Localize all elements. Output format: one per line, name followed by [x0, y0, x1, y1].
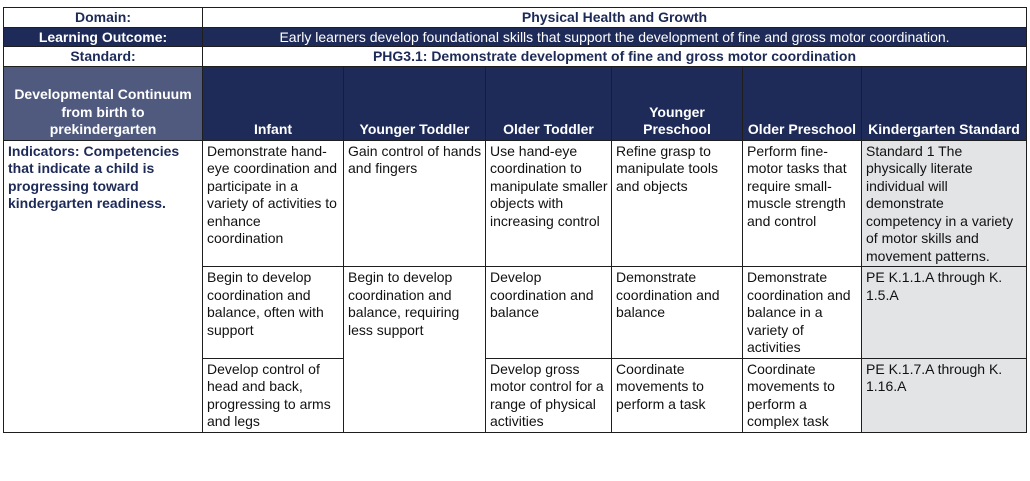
cell-infant: Develop control of head and back, progressing to arms and legs [203, 358, 344, 432]
column-header-infant: Infant [203, 66, 344, 140]
column-header-older-toddler: Older Toddler [486, 66, 612, 140]
cell-kindergarten-standard: PE K.1.1.A through K. 1.5.A [862, 267, 1027, 359]
cell-kindergarten-standard: Standard 1 The physically literate individual will demonstrate competency in a variety of motor skills and movement patterns. [862, 140, 1027, 267]
standards-table-container [3, 7, 1026, 433]
cell-infant: Begin to develop coordination and balance, often with support [203, 267, 344, 359]
column-header-older-preschool: Older Preschool [743, 66, 862, 140]
standard-row [4, 47, 1027, 67]
cell-infant: Demonstrate hand-eye coordination and participate in a variety of activities to enhance coordination [203, 140, 344, 267]
cell-older-preschool: Coordinate movements to perform a complex task [743, 358, 862, 432]
table-row [4, 140, 1027, 267]
indicators-label: Indicators: Competencies that indicate a child is progressing toward kindergarten readiness. [4, 140, 203, 432]
domain-value: Physical Health and Growth [203, 8, 1027, 28]
column-header-younger-preschool: Younger Preschool [612, 66, 743, 140]
cell-older-toddler: Develop gross motor control for a range of physical activities [486, 358, 612, 432]
cell-kindergarten-standard: PE K.1.7.A through K. 1.16.A [862, 358, 1027, 432]
column-header-kindergarten-standard: Kindergarten Standard [862, 66, 1027, 140]
cell-older-preschool: Demonstrate coordination and balance in a variety of activities [743, 267, 862, 359]
column-header-younger-toddler: Younger Toddler [344, 66, 486, 140]
cell-younger-toddler: Begin to develop coordination and balance, requiring less support [344, 267, 486, 433]
standard-value: PHG3.1: Demonstrate development of fine and gross motor coordination [203, 47, 1027, 67]
column-header-row [4, 66, 1027, 140]
domain-label: Domain: [4, 8, 203, 28]
cell-older-toddler: Develop coordination and balance [486, 267, 612, 359]
cell-younger-preschool: Coordinate movements to perform a task [612, 358, 743, 432]
standard-label: Standard: [4, 47, 203, 67]
column-header-continuum: Developmental Continuum from birth to prekindergarten [4, 66, 203, 140]
cell-older-toddler: Use hand-eye coordination to manipulate smaller objects with increasing control [486, 140, 612, 267]
learning-outcome-value: Early learners develop foundational skills that support the development of fine and gross motor coordination. [203, 27, 1027, 47]
domain-row [4, 8, 1027, 28]
cell-older-preschool: Perform fine-motor tasks that require small-muscle strength and control [743, 140, 862, 267]
learning-outcome-row [4, 27, 1027, 47]
cell-younger-preschool: Refine grasp to manipulate tools and objects [612, 140, 743, 267]
learning-outcome-label: Learning Outcome: [4, 27, 203, 47]
cell-younger-toddler: Gain control of hands and fingers [344, 140, 486, 267]
standards-table [3, 7, 1027, 433]
cell-younger-preschool: Demonstrate coordination and balance [612, 267, 743, 359]
